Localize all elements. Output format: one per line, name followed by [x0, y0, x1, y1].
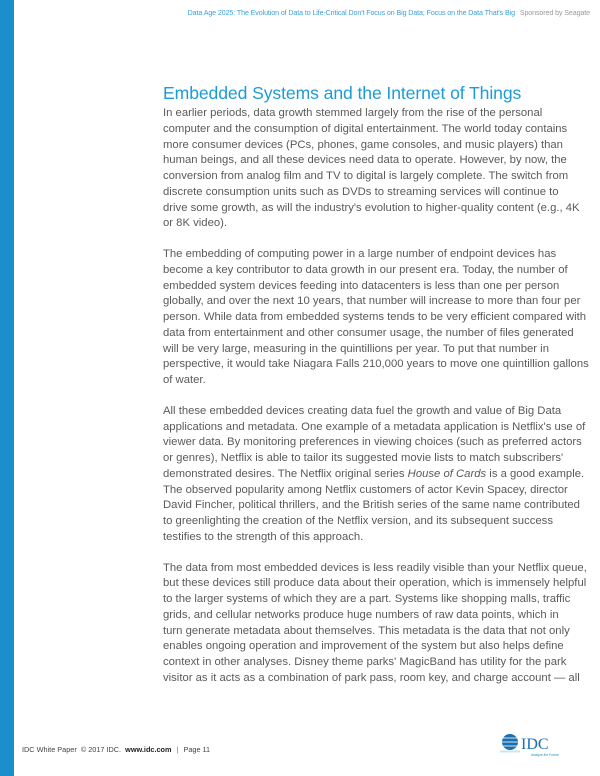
text-line: will be very large, measuring in the quintillions per year. To put that number in [163, 342, 549, 355]
text-line: but these devices still produce data about their operation, which is immensely helpful [163, 577, 587, 590]
paragraph [163, 404, 586, 546]
text-line: embedded system devices feeding into datacenters is less than one per person [163, 279, 560, 292]
text-line: testifies to the strength of this approach. [163, 530, 364, 543]
text-line: conversion from analog film and TV to digital is largely complete. The switch from [163, 170, 569, 182]
page-number: Page 11 [183, 745, 211, 754]
section-body [163, 106, 589, 702]
text-line: turn generate metadata about themselves. This metadata is the data that not only [163, 624, 570, 637]
text-line: discrete consumption units such as DVDs to streaming services will continue to [163, 185, 559, 198]
text-line: applications and metadata. One example of a metadata application is Netflix's use of [163, 420, 586, 433]
text-line: In earlier periods, data growth stemmed largely from the rise of the personal [163, 107, 543, 119]
text-line: viewer data. By monitoring preferences in viewing choices (such as preferred actors [163, 436, 582, 449]
svg-text:IDC: IDC [521, 736, 549, 753]
text-line: or 8K video). [163, 217, 228, 230]
footer-copyright: © 2017 IDC. [80, 745, 122, 754]
text-line: context in other analyses. Disney theme parks' MagicBand has utility for the park [163, 656, 567, 668]
text-line: of water. [163, 374, 206, 386]
text-line: globally, and over the next 10 years, that number will increase to more than four per [163, 295, 581, 308]
text-line: or genres), Netflix is able to tailor its suggested movie lists to match subscribers' [163, 452, 564, 464]
svg-text:Analyze the Future: Analyze the Future [531, 753, 559, 757]
idc-logo [500, 728, 562, 766]
footer-label: IDC White Paper [22, 745, 77, 754]
page-footer [22, 745, 210, 754]
text-line: computer and the consumption of digital entertainment. The world today contains [163, 122, 568, 135]
footer-url[interactable]: www.idc.com [125, 745, 172, 754]
text-line: David Fincher, political thrillers, and the British series of the same name contributed [163, 499, 580, 512]
paragraph [163, 561, 587, 687]
text-line: drive some growth, as will the industry's evolution to higher-quality content (e.g., 4K [163, 201, 580, 214]
running-header [188, 9, 590, 17]
text-line: perspective, it would take Niagara Falls 210,000 years to move one quintillion gallons [163, 358, 589, 371]
text-line: more consumer devices (PCs, phones, game consoles, and music players) than [163, 138, 563, 151]
header-sponsor: Sponsored by Seagate [519, 9, 590, 17]
text-line: All these embedded devices creating data fuel the growth and value of Big Data [163, 404, 562, 417]
paragraph [163, 106, 580, 232]
text-line: The embedding of computing power in a large number of endpoint devices has [163, 248, 557, 260]
text-line: person. While data from embedded systems tends to be very efficient compared with [163, 311, 587, 323]
section-heading: Embedded Systems and the Internet of Things [163, 83, 522, 103]
text-line: grids, and cellular networks produce huge numbers of raw data points, which in [163, 608, 559, 621]
text-line: The observed popularity among Netflix customers of actor Kevin Spacey, director [163, 483, 568, 496]
paragraph [163, 247, 589, 389]
text-line: The data from most embedded devices is less readily visible than your Netflix queue, [163, 561, 587, 574]
text-line: visitor as it acts as a combination of park pass, room key, and charge account — all [163, 671, 580, 684]
header-title: Data Age 2025: The Evolution of Data to Life-Critical Don't Focus on Big Data; Focus on the Data That's Big [187, 9, 515, 17]
text-line: data from entertainment and other consumer usage, the number of files generated [163, 326, 574, 339]
text-line: demonstrated desires. The Netflix original series House of Cards is a good example. [163, 467, 585, 480]
text-line: to the larger systems of which they are a part. Systems like shopping malls, traffic [163, 593, 571, 605]
text-line: to greenlighting the creation of the Netflix version, and its subsequent success [163, 515, 553, 527]
sidebar-accent-bar [0, 0, 14, 776]
text-line: enables ongoing operation and improvement of the system but also helps define [163, 640, 564, 653]
footer-separator: | [176, 745, 179, 754]
text-line: human beings, and all these devices need data to operate. However, by now, the [163, 154, 567, 167]
text-line: become a key contributor to data growth in our present era. Today, the number of [163, 263, 568, 276]
